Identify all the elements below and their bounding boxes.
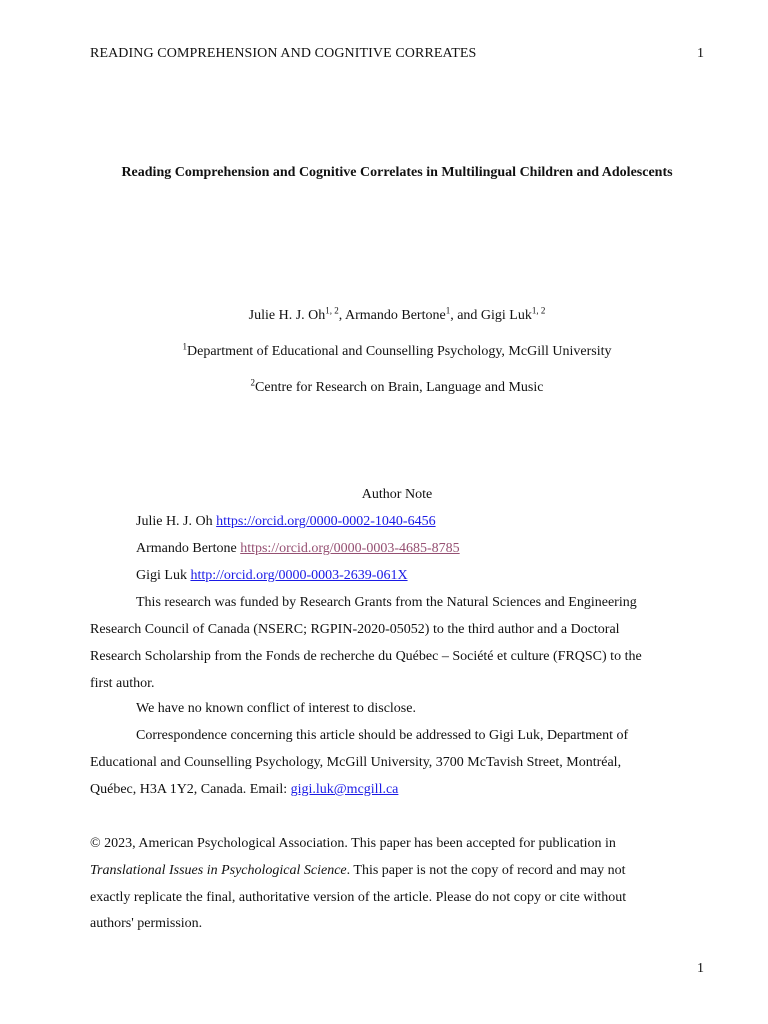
email-link[interactable]: gigi.luk@mcgill.ca <box>290 782 399 797</box>
copyright-line: © 2023, American Psychological Association. This paper has been accepted for publication in <box>90 836 616 851</box>
affiliation-marker: 2 <box>250 377 256 388</box>
funding-line: first author. <box>90 676 155 691</box>
affiliation-marker: 1 <box>182 341 188 352</box>
orcid-link-luk[interactable]: http://orcid.org/0000-0003-2639-061X <box>190 568 408 583</box>
affiliation-2 <box>0 377 768 396</box>
correspondence-line-email <box>90 782 398 798</box>
affiliation-text: Centre for Research on Brain, Language and Music <box>255 380 544 395</box>
conflict-statement: We have no known conflict of interest to disclose. <box>136 701 416 716</box>
affiliation-text: Department of Educational and Counselling Psychology, McGill University <box>187 344 612 359</box>
page-number-bottom: 1 <box>697 961 704 976</box>
orcid-link-oh[interactable]: https://orcid.org/0000-0002-1040-6456 <box>216 514 436 529</box>
author-name: , and Gigi Luk <box>450 308 532 323</box>
author-note-heading: Author Note <box>361 487 433 502</box>
affiliation-1 <box>0 341 768 360</box>
author-line <box>0 305 768 324</box>
orcid-link-bertone[interactable]: https://orcid.org/0000-0003-4685-8785 <box>240 541 460 556</box>
copyright-line <box>90 863 626 879</box>
copyright-text: . This paper is not the copy of record and may not <box>346 863 626 878</box>
running-head: READING COMPREHENSION AND COGNITIVE CORREATES <box>90 46 477 61</box>
page-number-top: 1 <box>697 46 704 61</box>
journal-name: Translational Issues in Psychological Science <box>90 863 347 878</box>
author-affiliation-marker: 1 <box>445 305 451 316</box>
author-affiliation-marker: 1, 2 <box>325 305 339 316</box>
funding-line: This research was funded by Research Grants from the Natural Sciences and Engineering <box>136 595 637 610</box>
author-name: Julie H. J. Oh <box>248 308 326 323</box>
paper-title: Reading Comprehension and Cognitive Correlates in Multilingual Children and Adolescents <box>121 165 673 180</box>
orcid-line-oh <box>136 514 436 530</box>
funding-line: Research Scholarship from the Fonds de recherche du Québec – Société et culture (FRQSC) to the <box>90 649 642 664</box>
funding-line: Research Council of Canada (NSERC; RGPIN-2020-05052) to the third author and a Doctoral <box>90 622 620 637</box>
correspondence-line: Correspondence concerning this article should be addressed to Gigi Luk, Department of <box>136 728 629 743</box>
copyright-line: exactly replicate the final, authoritative version of the article. Please do not copy or cite without <box>90 890 627 905</box>
copyright-line: authors' permission. <box>90 916 203 931</box>
orcid-author-name: Armando Bertone <box>136 541 241 556</box>
orcid-line-bertone <box>136 541 460 557</box>
author-affiliation-marker: 1, 2 <box>531 305 546 316</box>
orcid-line-luk <box>136 568 408 584</box>
author-name: , Armando Bertone <box>338 308 446 323</box>
orcid-author-name: Julie H. J. Oh <box>136 514 217 529</box>
orcid-author-name: Gigi Luk <box>136 568 191 583</box>
correspondence-line: Educational and Counselling Psychology, McGill University, 3700 McTavish Street, Montréal, <box>90 755 622 770</box>
correspondence-text: Québec, H3A 1Y2, Canada. Email: <box>90 782 291 797</box>
